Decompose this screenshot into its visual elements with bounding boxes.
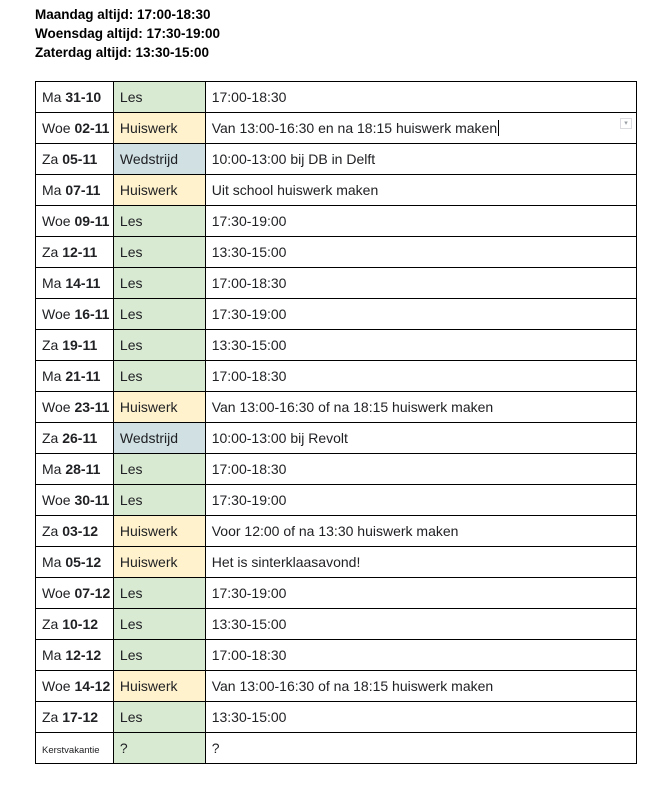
type-label: Huiswerk bbox=[119, 182, 178, 198]
note-label: 17:00-18:30 bbox=[211, 647, 287, 663]
note-cell[interactable] bbox=[205, 392, 636, 423]
note-cell[interactable] bbox=[205, 671, 636, 702]
weekday-label: Za bbox=[42, 244, 59, 260]
table-row bbox=[36, 423, 637, 454]
date-label: 26-11 bbox=[62, 430, 98, 446]
date-cell[interactable] bbox=[36, 485, 114, 516]
date-label: 16-11 bbox=[74, 306, 110, 322]
date-label: 07-12 bbox=[74, 585, 111, 601]
date-label: 12-12 bbox=[65, 647, 102, 663]
note-label: 17:30-19:00 bbox=[211, 585, 287, 601]
note-label: Voor 12:00 of na 13:30 huiswerk maken bbox=[211, 523, 459, 539]
date-label: 21-11 bbox=[65, 368, 101, 384]
date-cell[interactable] bbox=[36, 516, 114, 547]
date-label: 28-11 bbox=[65, 461, 101, 477]
table-row bbox=[36, 733, 637, 764]
date-label: 10-12 bbox=[62, 616, 99, 632]
note-label: 13:30-15:00 bbox=[211, 244, 287, 260]
date-cell[interactable] bbox=[36, 82, 114, 113]
type-cell[interactable] bbox=[113, 578, 205, 609]
type-cell[interactable] bbox=[113, 206, 205, 237]
note-cell[interactable] bbox=[205, 361, 636, 392]
weekday-label: Woe bbox=[42, 492, 71, 508]
note-cell[interactable] bbox=[205, 175, 636, 206]
type-cell[interactable] bbox=[113, 671, 205, 702]
type-cell[interactable] bbox=[113, 175, 205, 206]
note-cell[interactable] bbox=[205, 733, 636, 764]
date-label: 23-11 bbox=[74, 399, 110, 415]
type-cell[interactable] bbox=[113, 454, 205, 485]
date-cell[interactable] bbox=[36, 144, 114, 175]
date-label: 07-11 bbox=[65, 182, 101, 198]
type-cell[interactable] bbox=[113, 82, 205, 113]
type-label: Les bbox=[119, 213, 143, 229]
table-row bbox=[36, 485, 637, 516]
date-cell[interactable] bbox=[36, 733, 114, 764]
date-label: 19-11 bbox=[62, 337, 98, 353]
note-cell[interactable] bbox=[205, 113, 636, 144]
table-row bbox=[36, 144, 637, 175]
note-cell[interactable] bbox=[205, 144, 636, 175]
type-label: Huiswerk bbox=[119, 523, 178, 539]
schedule-table bbox=[35, 81, 637, 764]
weekday-label: Za bbox=[42, 709, 59, 725]
note-label: 17:30-19:00 bbox=[211, 306, 287, 322]
type-cell[interactable] bbox=[113, 268, 205, 299]
type-label: ? bbox=[119, 740, 128, 756]
table-row bbox=[36, 640, 637, 671]
note-label: 10:00-13:00 bij DB in Delft bbox=[211, 151, 376, 167]
type-label: Huiswerk bbox=[119, 554, 178, 570]
weekday-label: Ma bbox=[42, 182, 62, 198]
note-cell[interactable] bbox=[205, 516, 636, 547]
weekday-label: Woe bbox=[42, 678, 71, 694]
type-label: Wedstrijd bbox=[119, 430, 179, 446]
type-label: Les bbox=[119, 461, 143, 477]
table-row bbox=[36, 299, 637, 330]
date-cell[interactable] bbox=[36, 609, 114, 640]
date-label: 05-11 bbox=[62, 151, 98, 167]
type-cell[interactable] bbox=[113, 733, 205, 764]
note-label: Uit school huiswerk maken bbox=[211, 182, 379, 198]
table-row bbox=[36, 268, 637, 299]
table-row bbox=[36, 361, 637, 392]
type-label: Les bbox=[119, 647, 143, 663]
table-row bbox=[36, 547, 637, 578]
date-label: 17-12 bbox=[62, 709, 99, 725]
table-row bbox=[36, 237, 637, 268]
date-cell[interactable] bbox=[36, 423, 114, 454]
type-label: Les bbox=[119, 275, 143, 291]
date-cell[interactable] bbox=[36, 113, 114, 144]
date-label: 12-11 bbox=[62, 244, 98, 260]
note-cell[interactable] bbox=[205, 578, 636, 609]
note-cell[interactable] bbox=[205, 299, 636, 330]
type-label: Huiswerk bbox=[119, 399, 178, 415]
note-cell[interactable] bbox=[205, 640, 636, 671]
note-cell[interactable] bbox=[205, 454, 636, 485]
note-label: 17:00-18:30 bbox=[211, 461, 287, 477]
weekday-label: Ma bbox=[42, 647, 62, 663]
type-cell[interactable] bbox=[113, 516, 205, 547]
type-label: Huiswerk bbox=[119, 120, 178, 136]
weekday-label: Woe bbox=[42, 120, 71, 136]
type-cell[interactable] bbox=[113, 237, 205, 268]
chevron-down-icon[interactable]: ▾ bbox=[620, 118, 632, 129]
weekday-label: Woe bbox=[42, 213, 71, 229]
date-cell[interactable] bbox=[36, 392, 114, 423]
date-cell[interactable] bbox=[36, 671, 114, 702]
date-cell[interactable] bbox=[36, 237, 114, 268]
table-row bbox=[36, 206, 637, 237]
date-cell[interactable] bbox=[36, 702, 114, 733]
note-label: 17:30-19:00 bbox=[211, 492, 287, 508]
type-cell[interactable] bbox=[113, 547, 205, 578]
table-row bbox=[36, 392, 637, 423]
date-cell[interactable] bbox=[36, 361, 114, 392]
type-label: Les bbox=[119, 89, 143, 105]
type-cell[interactable] bbox=[113, 485, 205, 516]
note-cell[interactable] bbox=[205, 268, 636, 299]
note-label: 17:00-18:30 bbox=[211, 368, 287, 384]
weekday-label: Ma bbox=[42, 89, 62, 105]
note-label: 13:30-15:00 bbox=[211, 616, 287, 632]
weekday-label: Ma bbox=[42, 368, 62, 384]
note-label: Van 13:00-16:30 of na 18:15 huiswerk maken bbox=[211, 399, 494, 415]
weekday-label: Za bbox=[42, 151, 59, 167]
text-cursor bbox=[498, 120, 499, 136]
date-cell[interactable] bbox=[36, 547, 114, 578]
date-label: 14-12 bbox=[74, 678, 111, 694]
note-label: 17:30-19:00 bbox=[211, 213, 287, 229]
note-label: 17:00-18:30 bbox=[211, 275, 287, 291]
table-row bbox=[36, 454, 637, 485]
date-cell[interactable] bbox=[36, 640, 114, 671]
header-line-monday: Maandag altijd: 17:00-18:30 bbox=[35, 7, 211, 22]
note-cell[interactable] bbox=[205, 609, 636, 640]
date-cell[interactable] bbox=[36, 578, 114, 609]
date-cell[interactable] bbox=[36, 299, 114, 330]
note-cell[interactable] bbox=[205, 206, 636, 237]
date-label: 30-11 bbox=[74, 492, 110, 508]
date-label: Kerstvakantie bbox=[42, 745, 100, 756]
table-row bbox=[36, 702, 637, 733]
date-label: 09-11 bbox=[74, 213, 110, 229]
weekday-label: Za bbox=[42, 430, 59, 446]
type-cell[interactable] bbox=[113, 330, 205, 361]
weekday-label: Woe bbox=[42, 399, 71, 415]
weekday-label: Ma bbox=[42, 554, 62, 570]
type-label: Les bbox=[119, 337, 143, 353]
weekday-label: Woe bbox=[42, 585, 71, 601]
note-label: Het is sinterklaasavond! bbox=[211, 554, 361, 570]
weekday-label: Woe bbox=[42, 306, 71, 322]
type-label: Les bbox=[119, 368, 143, 384]
type-label: Les bbox=[119, 492, 143, 508]
note-cell[interactable] bbox=[205, 423, 636, 454]
schedule-table-body bbox=[36, 82, 637, 764]
table-row bbox=[36, 330, 637, 361]
note-cell[interactable] bbox=[205, 82, 636, 113]
date-cell[interactable] bbox=[36, 330, 114, 361]
type-cell[interactable] bbox=[113, 423, 205, 454]
weekday-label: Za bbox=[42, 523, 59, 539]
header-line-saturday: Zaterdag altijd: 13:30-15:00 bbox=[35, 45, 210, 60]
weekday-label: Ma bbox=[42, 461, 62, 477]
type-cell[interactable] bbox=[113, 392, 205, 423]
table-row bbox=[36, 175, 637, 206]
type-label: Les bbox=[119, 709, 143, 725]
type-cell[interactable] bbox=[113, 144, 205, 175]
table-row bbox=[36, 516, 637, 547]
type-label: Les bbox=[119, 306, 143, 322]
date-cell[interactable] bbox=[36, 268, 114, 299]
date-label: 05-12 bbox=[65, 554, 102, 570]
type-cell[interactable] bbox=[113, 299, 205, 330]
date-label: 03-12 bbox=[62, 523, 99, 539]
note-cell[interactable] bbox=[205, 547, 636, 578]
type-cell[interactable] bbox=[113, 702, 205, 733]
schedule-header bbox=[35, 5, 220, 62]
date-label: 14-11 bbox=[65, 275, 101, 291]
header-line-wednesday: Woensdag altijd: 17:30-19:00 bbox=[35, 26, 221, 41]
note-label: 13:30-15:00 bbox=[211, 709, 287, 725]
type-label: Wedstrijd bbox=[119, 151, 179, 167]
table-row bbox=[36, 609, 637, 640]
table-row bbox=[36, 578, 637, 609]
note-cell[interactable] bbox=[205, 237, 636, 268]
note-label: 17:00-18:30 bbox=[211, 89, 287, 105]
type-label: Les bbox=[119, 585, 143, 601]
weekday-label: Za bbox=[42, 616, 59, 632]
note-label: ? bbox=[211, 740, 220, 756]
note-label: Van 13:00-16:30 of na 18:15 huiswerk maken bbox=[211, 678, 494, 694]
table-row bbox=[36, 82, 637, 113]
weekday-label: Za bbox=[42, 337, 59, 353]
note-label: 10:00-13:00 bij Revolt bbox=[211, 430, 348, 446]
weekday-label: Ma bbox=[42, 275, 62, 291]
date-cell[interactable] bbox=[36, 206, 114, 237]
date-label: 02-11 bbox=[74, 120, 110, 136]
table-row bbox=[36, 671, 637, 702]
note-label: Van 13:00-16:30 en na 18:15 huiswerk maken bbox=[211, 120, 498, 136]
note-cell[interactable] bbox=[205, 702, 636, 733]
date-label: 31-10 bbox=[65, 89, 102, 105]
type-label: Huiswerk bbox=[119, 678, 178, 694]
type-label: Les bbox=[119, 244, 143, 260]
type-cell[interactable] bbox=[113, 113, 205, 144]
note-label: 13:30-15:00 bbox=[211, 337, 287, 353]
note-cell[interactable] bbox=[205, 330, 636, 361]
type-label: Les bbox=[119, 616, 143, 632]
date-cell[interactable] bbox=[36, 175, 114, 206]
type-cell[interactable] bbox=[113, 640, 205, 671]
note-cell[interactable] bbox=[205, 485, 636, 516]
table-row bbox=[36, 113, 637, 144]
type-cell[interactable] bbox=[113, 609, 205, 640]
date-cell[interactable] bbox=[36, 454, 114, 485]
type-cell[interactable] bbox=[113, 361, 205, 392]
